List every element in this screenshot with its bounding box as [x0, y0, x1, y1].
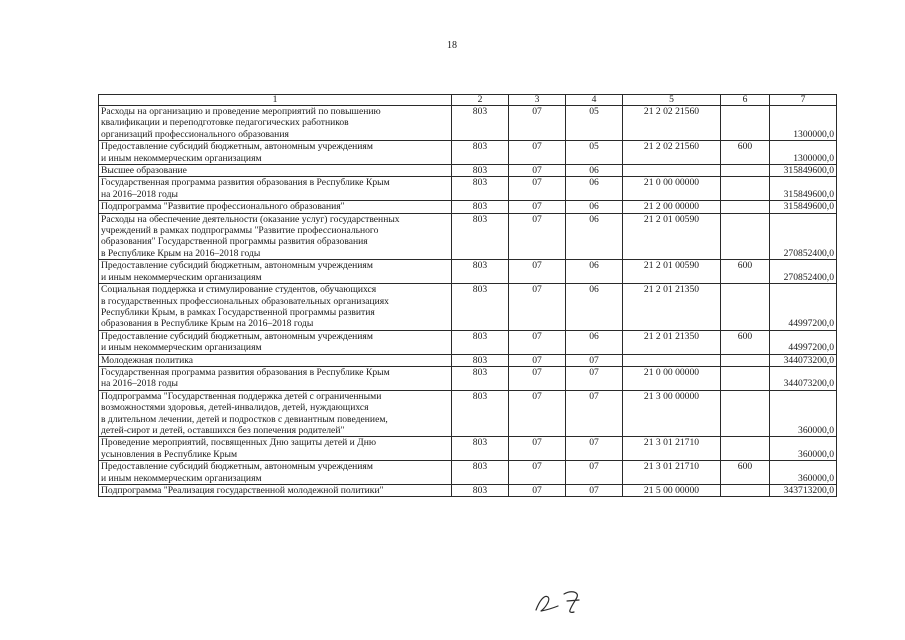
target-article-cell: 21 2 01 00590 [623, 213, 721, 260]
subsection-code-cell: 05 [566, 141, 623, 165]
table-row [99, 330, 837, 354]
subsection-code-cell: 06 [566, 177, 623, 201]
target-article-cell: 21 0 00 00000 [623, 366, 721, 390]
section-code-cell: 07 [509, 177, 566, 201]
section-code-cell: 07 [509, 366, 566, 390]
expense-type-cell [721, 213, 770, 260]
section-code-cell: 07 [509, 461, 566, 485]
target-article-cell [623, 165, 721, 177]
ministry-code-cell: 803 [452, 437, 509, 461]
row-name-cell: Расходы на обеспечение деятельности (оказание услуг) государственных учреждений в рамках подпрограммы "Развитие профессионального образования" Государственной программы развития образования в Республике Крым на 2016–2018 годы [99, 213, 452, 260]
section-code-cell: 07 [509, 260, 566, 284]
section-code-cell: 07 [509, 330, 566, 354]
subsection-code-cell: 07 [566, 354, 623, 366]
row-name-cell: Проведение мероприятий, посвященных Дню защиты детей и Дню усыновления в Республике Крым [99, 437, 452, 461]
ministry-code-cell: 803 [452, 390, 509, 437]
ministry-code-cell: 803 [452, 366, 509, 390]
subsection-code-cell: 07 [566, 390, 623, 437]
amount-cell: 270852400,0 [770, 260, 837, 284]
subsection-code-cell: 07 [566, 485, 623, 497]
target-article-cell: 21 2 00 00000 [623, 201, 721, 213]
expense-type-cell: 600 [721, 330, 770, 354]
subsection-code-cell: 07 [566, 437, 623, 461]
table-row [99, 485, 837, 497]
row-name-cell: Предоставление субсидий бюджетным, автономным учреждениям и иным некоммерческим организациям [99, 141, 452, 165]
amount-cell: 360000,0 [770, 461, 837, 485]
target-article-cell [623, 354, 721, 366]
table-row [99, 201, 837, 213]
amount-cell: 343713200,0 [770, 485, 837, 497]
ministry-code-cell: 803 [452, 330, 509, 354]
row-name-cell: Молодежная политика [99, 354, 452, 366]
table-body [99, 95, 837, 497]
amount-cell: 360000,0 [770, 390, 837, 437]
expense-type-cell: 600 [721, 141, 770, 165]
table-row [99, 284, 837, 331]
target-article-cell: 21 3 01 21710 [623, 461, 721, 485]
row-name-cell: Социальная поддержка и стимулирование студентов, обучающихся в государственных профессиональных образовательных организациях Республики Крым, в рамках Государственной программы развития образования в Республике Крым на 2016–2018 годы [99, 284, 452, 331]
ministry-code-cell: 803 [452, 284, 509, 331]
header-row [99, 95, 837, 106]
expense-type-cell [721, 485, 770, 497]
section-code-cell: 07 [509, 141, 566, 165]
target-article-cell: 21 0 00 00000 [623, 177, 721, 201]
expense-type-cell [721, 437, 770, 461]
row-name-cell: Предоставление субсидий бюджетным, автономным учреждениям и иным некоммерческим организациям [99, 260, 452, 284]
expense-type-cell [721, 354, 770, 366]
amount-cell: 344073200,0 [770, 354, 837, 366]
subsection-code-cell: 06 [566, 330, 623, 354]
subsection-code-cell: 07 [566, 461, 623, 485]
ministry-code-cell: 803 [452, 201, 509, 213]
page-number: 18 [447, 40, 457, 51]
section-code-cell: 07 [509, 106, 566, 141]
target-article-cell: 21 2 01 00590 [623, 260, 721, 284]
target-article-cell: 21 3 00 00000 [623, 390, 721, 437]
header-cell: 7 [770, 95, 837, 106]
row-name-cell: Подпрограмма "Государственная поддержка детей с ограниченными возможностями здоровья, детей-инвалидов, детей, нуждающихся в длительном лечении, детей и подростков с девиантным поведением, детей-сирот и детей, оставшихся без попечения родителей" [99, 390, 452, 437]
row-name-cell: Высшее образование [99, 165, 452, 177]
section-code-cell: 07 [509, 390, 566, 437]
section-code-cell: 07 [509, 284, 566, 331]
expense-type-cell: 600 [721, 461, 770, 485]
table-row [99, 437, 837, 461]
row-name-cell: Предоставление субсидий бюджетным, автономным учреждениям и иным некоммерческим организациям [99, 330, 452, 354]
header-cell: 5 [623, 95, 721, 106]
amount-cell: 1300000,0 [770, 141, 837, 165]
header-cell: 6 [721, 95, 770, 106]
ministry-code-cell: 803 [452, 106, 509, 141]
ministry-code-cell: 803 [452, 177, 509, 201]
amount-cell: 44997200,0 [770, 284, 837, 331]
expense-type-cell [721, 390, 770, 437]
ministry-code-cell: 803 [452, 141, 509, 165]
amount-cell: 1300000,0 [770, 106, 837, 141]
table-row [99, 177, 837, 201]
section-code-cell: 07 [509, 437, 566, 461]
amount-cell: 44997200,0 [770, 330, 837, 354]
target-article-cell: 21 2 01 21350 [623, 330, 721, 354]
section-code-cell: 07 [509, 354, 566, 366]
row-name-cell: Предоставление субсидий бюджетным, автономным учреждениям и иным некоммерческим организациям [99, 461, 452, 485]
ministry-code-cell: 803 [452, 213, 509, 260]
section-code-cell: 07 [509, 165, 566, 177]
expense-type-cell [721, 165, 770, 177]
subsection-code-cell: 06 [566, 201, 623, 213]
amount-cell: 270852400,0 [770, 213, 837, 260]
table-row [99, 260, 837, 284]
section-code-cell: 07 [509, 485, 566, 497]
subsection-code-cell: 06 [566, 213, 623, 260]
header-cell: 2 [452, 95, 509, 106]
table-row [99, 141, 837, 165]
expense-type-cell [721, 366, 770, 390]
table-row [99, 354, 837, 366]
subsection-code-cell: 06 [566, 165, 623, 177]
subsection-code-cell: 07 [566, 366, 623, 390]
expense-type-cell [721, 284, 770, 331]
ministry-code-cell: 803 [452, 461, 509, 485]
amount-cell: 344073200,0 [770, 366, 837, 390]
budget-table [98, 94, 837, 497]
expense-type-cell: 600 [721, 260, 770, 284]
row-name-cell: Государственная программа развития образования в Республике Крым на 2016–2018 годы [99, 366, 452, 390]
table-row [99, 461, 837, 485]
ministry-code-cell: 803 [452, 485, 509, 497]
amount-cell: 315849600,0 [770, 165, 837, 177]
row-name-cell: Подпрограмма "Развитие профессионального образования" [99, 201, 452, 213]
subsection-code-cell: 05 [566, 106, 623, 141]
row-name-cell: Расходы на организацию и проведение мероприятий по повышению квалификации и переподготовке педагогических работников организаций профессионального образования [99, 106, 452, 141]
section-code-cell: 07 [509, 213, 566, 260]
subsection-code-cell: 06 [566, 260, 623, 284]
amount-cell: 315849600,0 [770, 177, 837, 201]
ministry-code-cell: 803 [452, 260, 509, 284]
target-article-cell: 21 5 00 00000 [623, 485, 721, 497]
table-row [99, 106, 837, 141]
header-cell: 3 [509, 95, 566, 106]
table-row [99, 390, 837, 437]
target-article-cell: 21 2 02 21560 [623, 106, 721, 141]
target-article-cell: 21 3 01 21710 [623, 437, 721, 461]
amount-cell: 360000,0 [770, 437, 837, 461]
target-article-cell: 21 2 01 21350 [623, 284, 721, 331]
table-row [99, 165, 837, 177]
ministry-code-cell: 803 [452, 165, 509, 177]
row-name-cell: Подпрограмма "Реализация государственной молодежной политики" [99, 485, 452, 497]
expense-type-cell [721, 106, 770, 141]
amount-cell: 315849600,0 [770, 201, 837, 213]
section-code-cell: 07 [509, 201, 566, 213]
header-cell: 1 [99, 95, 452, 106]
table-row [99, 213, 837, 260]
row-name-cell: Государственная программа развития образования в Республике Крым на 2016–2018 годы [99, 177, 452, 201]
ministry-code-cell: 803 [452, 354, 509, 366]
handwritten-signature-mark [533, 588, 593, 614]
table-row [99, 366, 837, 390]
subsection-code-cell: 06 [566, 284, 623, 331]
expense-type-cell [721, 177, 770, 201]
header-cell: 4 [566, 95, 623, 106]
expense-type-cell [721, 201, 770, 213]
target-article-cell: 21 2 02 21560 [623, 141, 721, 165]
